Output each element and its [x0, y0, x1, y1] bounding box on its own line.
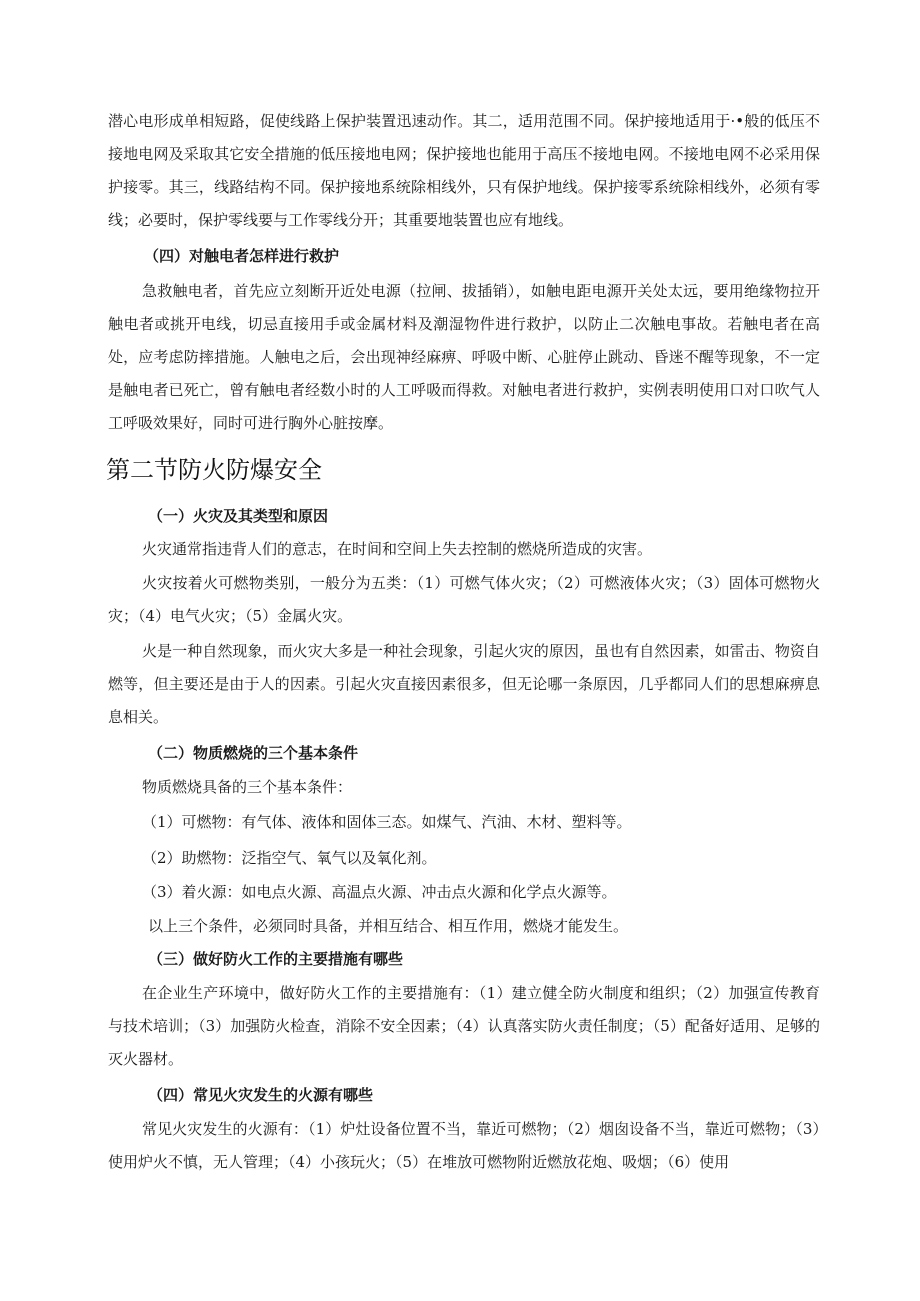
- section-title: 第二节防火防爆安全: [106, 456, 322, 484]
- paragraph-conditions-intro: 物质燃烧具备的三个基本条件：: [142, 778, 353, 796]
- list-item-combustible: （1）可燃物：有气体、液体和固体三态。如煤气、汽油、木材、塑料等。: [142, 813, 632, 831]
- paragraph-conditions-conclusion: 以上三个条件，必须同时具备，并相互结合、相互作用，燃烧才能发生。: [148, 917, 629, 935]
- paragraph-rescue: 急救触电者，首先应立刻断开近处电源（拉闸、拔插销），如触电距电源开关处太远，要用绝缘物拉开触电者或挑开电线，切忌直接用手或金属材料及潮湿物件进行救护，以防止二次触电事故。若触电者在高处，应考虑防摔措施。人触电之后，会出现神经麻痹、呼吸中断、心脏停止跳动、昏迷不醒等现象，不一定是触电者已死亡，曾有触电者经数小时的人工呼吸而得救。对触电者进行救护，实例表明使用口对口吹气人工呼吸效果好，同时可进行胸外心脏按摩。: [108, 282, 820, 432]
- heading-common-ignition-sources: （四）常见火灾发生的火源有哪些: [148, 1086, 374, 1104]
- heading-combustion-conditions: （二）物质燃烧的三个基本条件: [148, 744, 359, 762]
- list-item-ignition-source: （3）着火源：如电点火源、高温点火源、冲击点火源和化学点火源等。: [142, 883, 617, 901]
- paragraph-fire-classification: 火灾按着火可燃物类别，一般分为五类：（1）可燃气体火灾；（2）可燃液体火灾；（3）固体可燃物火灾；（4）电气火灾；（5）金属火灾。: [108, 574, 820, 625]
- heading-fire-types: （一）火灾及其类型和原因: [148, 507, 329, 525]
- paragraph-fire-causes: 火是一种自然现象，而火灾大多是一种社会现象，引起火灾的原因，虽也有自然因素，如雷击、物资自燃等，但主要还是由于人的因素。引起火灾直接因素很多，但无论哪一条原因，几乎都同人们的思想麻痹息息相关。: [108, 642, 820, 726]
- paragraph-prevention-measures: 在企业生产环境中，做好防火工作的主要措施有：（1）建立健全防火制度和组织；（2）加强宣传教育与技术培训；（3）加强防火检查，消除不安全因素；（4）认真落实防火责任制度；（5）配备好适用、足够的灭火器材。: [108, 984, 820, 1068]
- paragraph-fire-definition: 火灾通常指违背人们的意志，在时间和空间上失去控制的燃烧所造成的灾害。: [142, 540, 653, 558]
- list-item-oxidizer: （2）助燃物：泛指空气、氧气以及氧化剂。: [142, 849, 437, 867]
- heading-fire-prevention-measures: （三）做好防火工作的主要措施有哪些: [148, 950, 404, 968]
- paragraph-grounding-comparison: 潜心电形成单相短路，促使线路上保护装置迅速动作。其二，适用范围不同。保护接地适用于·•般的低压不接地电网及采取其它安全措施的低压接地电网；保护接地也能用于高压不接地电网。不接地电网不必采用保护接零。其三，线路结构不同。保护接地系统除相线外，只有保护地线。保护接零系统除相线外，必须有零线；必要时，保护零线要与工作零线分开；其重要地装置也应有地线。: [108, 112, 820, 229]
- paragraph-ignition-sources: 常见火灾发生的火源有：（1）炉灶设备位置不当，靠近可燃物；（2）烟囱设备不当，靠近可燃物；（3）使用炉火不慎，无人管理；（4）小孩玩火；（5）在堆放可燃物附近燃放花炮、吸烟；（6）使用: [108, 1120, 820, 1171]
- heading-electric-shock-rescue: （四）对触电者怎样进行救护: [144, 247, 340, 265]
